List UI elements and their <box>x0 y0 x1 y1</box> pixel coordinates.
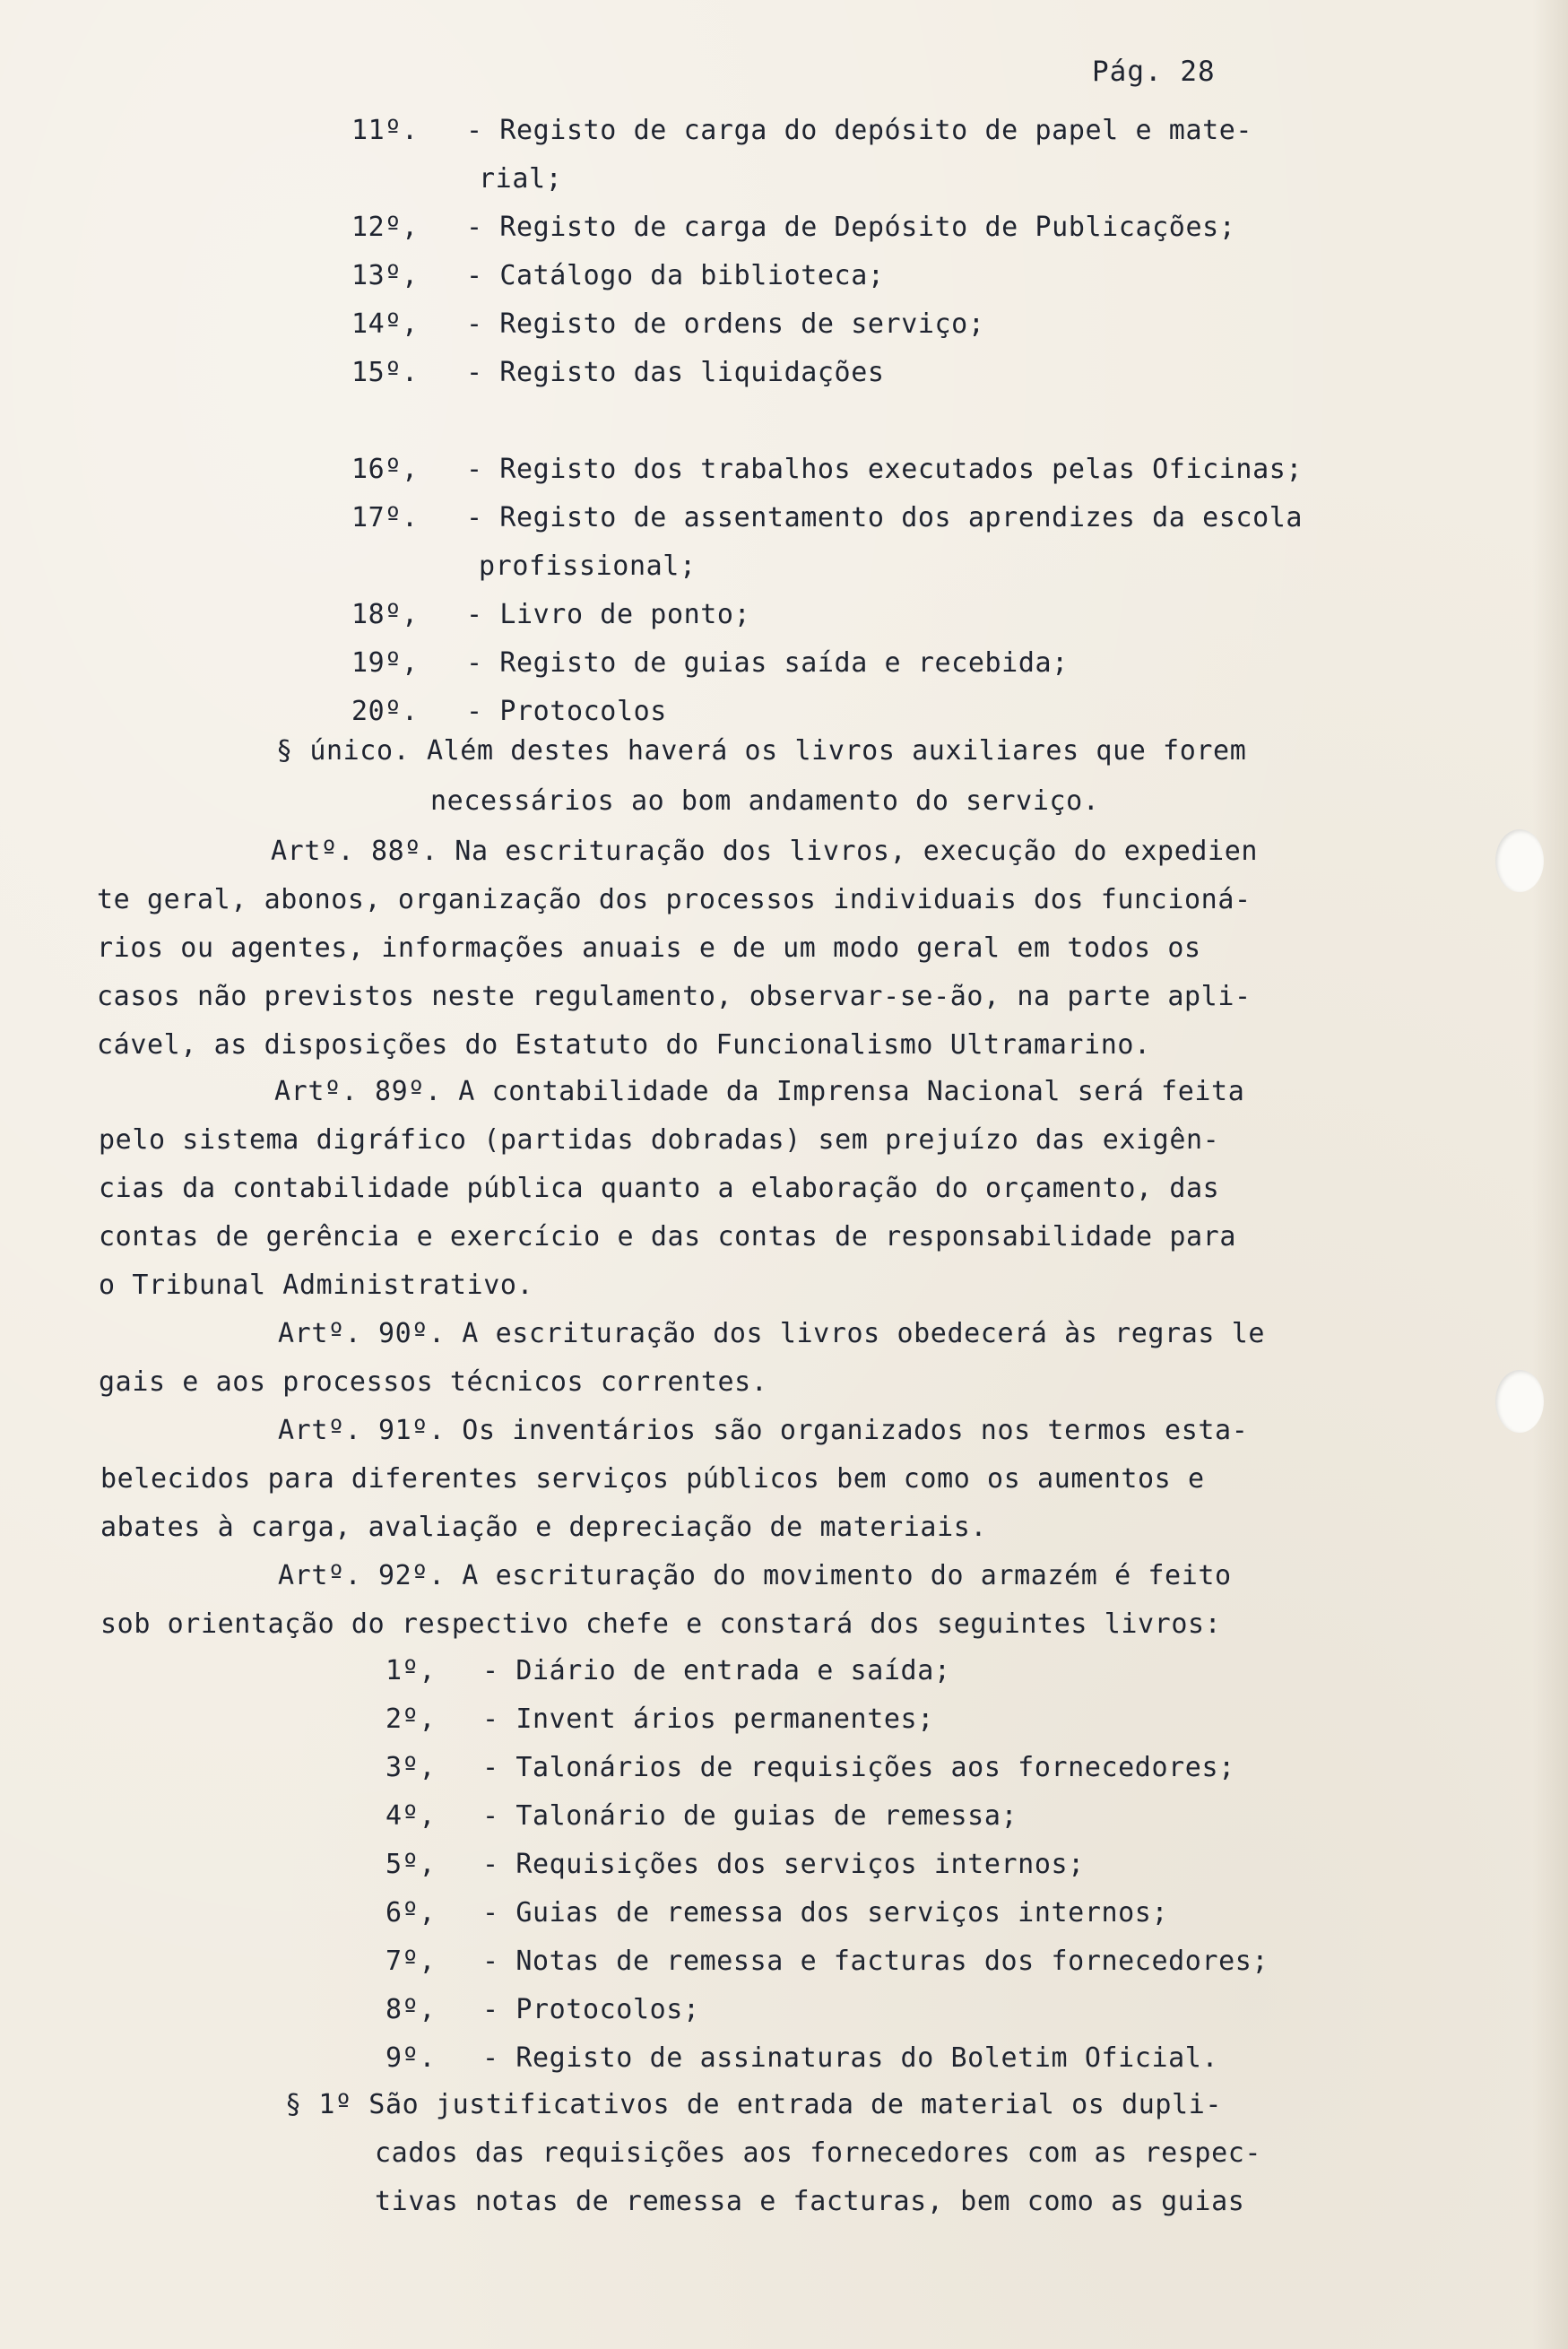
article-line: Artº. 90º. A escrituração dos livros obedecerá às regras le <box>278 1318 1266 1349</box>
list-item-continuation: rial; <box>479 163 563 195</box>
article-line: te geral, abonos, organização dos processos individuais dos funcioná- <box>97 884 1252 915</box>
list-item-continuation: profissional; <box>479 550 697 582</box>
punch-hole <box>1495 829 1544 892</box>
article-line: rios ou agentes, informações anuais e de um modo geral em todos os <box>97 932 1201 964</box>
list-item: 3º, - Talonários de requisições aos fornecedores; <box>386 1752 1235 1783</box>
list-item: 11º. - Registo de carga do depósito de papel e mate- <box>351 115 1253 146</box>
paragraph-line: tivas notas de remessa e facturas, bem como as guias <box>375 2186 1245 2217</box>
list-item: 5º, - Requisições dos serviços internos; <box>386 1849 1085 1880</box>
list-item: 1º, - Diário de entrada e saída; <box>386 1655 951 1686</box>
list-item: 9º. - Registo de assinaturas do Boletim Oficial. <box>386 2042 1219 2074</box>
paragraph-line: necessários ao bom andamento do serviço. <box>430 785 1100 817</box>
list-item: 20º. - Protocolos <box>351 696 667 727</box>
article-line: Artº. 91º. Os inventários são organizados nos termos esta- <box>278 1415 1249 1446</box>
article-line: belecidos para diferentes serviços públicos bem como os aumentos e <box>100 1463 1205 1495</box>
article-line: casos não previstos neste regulamento, observar-se-ão, na parte apli- <box>97 981 1252 1012</box>
list-item: 19º, - Registo de guias saída e recebida; <box>351 647 1069 679</box>
list-item: 6º, - Guias de remessa dos serviços internos; <box>386 1897 1169 1929</box>
article-line: Artº. 88º. Na escrituração dos livros, execução do expedien <box>271 836 1259 867</box>
list-item: 7º, - Notas de remessa e facturas dos fornecedores; <box>386 1946 1269 1977</box>
article-line: abates à carga, avaliação e depreciação de materiais. <box>100 1512 988 1543</box>
list-item: 16º, - Registo dos trabalhos executados pelas Oficinas; <box>351 454 1304 485</box>
article-line: Artº. 89º. A contabilidade da Imprensa Nacional será feita <box>274 1076 1245 1107</box>
article-line: gais e aos processos técnicos correntes. <box>99 1366 768 1398</box>
list-item: 14º, - Registo de ordens de serviço; <box>351 308 985 340</box>
page-edge-shadow <box>1532 0 1568 2349</box>
paragraph-line: § único. Além destes haverá os livros auxiliares que forem <box>276 735 1247 767</box>
article-line: pelo sistema digráfico (partidas dobradas) sem prejuízo das exigên- <box>99 1124 1220 1156</box>
list-item: 15º. - Registo das liquidações <box>351 357 885 388</box>
article-line: cias da contabilidade pública quanto a elaboração do orçamento, das <box>99 1173 1220 1204</box>
article-line: sob orientação do respectivo chefe e constará dos seguintes livros: <box>100 1608 1222 1640</box>
punch-hole <box>1495 1370 1544 1433</box>
list-item: 4º, - Talonário de guias de remessa; <box>386 1800 1018 1832</box>
page-number: Pág. 28 <box>1092 56 1216 88</box>
list-item: 17º. - Registo de assentamento dos aprendizes da escola <box>351 502 1304 533</box>
list-item: 13º, - Catálogo da biblioteca; <box>351 260 885 291</box>
list-item: 8º, - Protocolos; <box>386 1994 700 2025</box>
article-line: Artº. 92º. A escrituração do movimento do armazém é feito <box>278 1560 1232 1591</box>
article-line: contas de gerência e exercício e das contas de responsabilidade para <box>99 1221 1236 1253</box>
article-line: o Tribunal Administrativo. <box>99 1270 534 1301</box>
list-item: 18º, - Livro de ponto; <box>351 599 751 630</box>
list-item: 12º, - Registo de carga de Depósito de Publicações; <box>351 212 1236 243</box>
paragraph-line: cados das requisições aos fornecedores com as respec- <box>375 2137 1262 2169</box>
article-line: cável, as disposições do Estatuto do Funcionalismo Ultramarino. <box>97 1029 1151 1061</box>
list-item: 2º, - Invent ários permanentes; <box>386 1703 934 1735</box>
paragraph-line: § 1º São justificativos de entrada de material os dupli- <box>285 2089 1223 2120</box>
